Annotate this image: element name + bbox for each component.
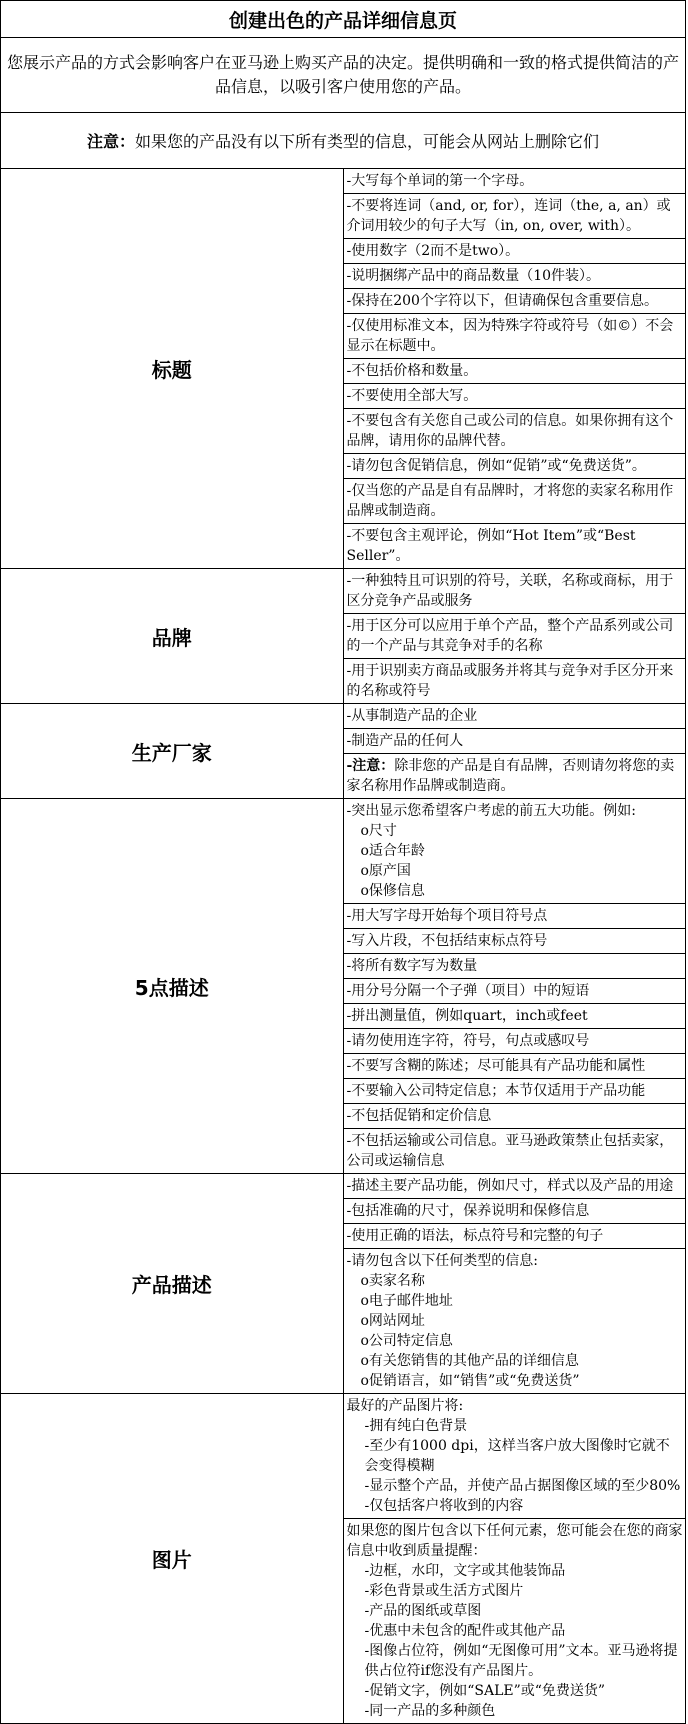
list-item: [344, 524, 686, 568]
note-text: 如果您的产品没有以下所有类型的信息，可能会从网站上删除它们: [135, 132, 600, 151]
item-text: -不包括运输或公司信息。亚马逊政策禁止包括卖家，公司或运输信息: [346, 1133, 674, 1169]
list-item: [344, 904, 686, 929]
section-bullet-points: [1, 799, 686, 1174]
item-text: -不要包含有关您自己或公司的信息。如果你拥有这个品牌，请用你的品牌代替。: [346, 413, 674, 449]
list-item: [344, 384, 686, 409]
note-row: [1, 113, 686, 169]
sub-item: o公司特定信息: [360, 1333, 453, 1349]
sub-item: -边框，水印，文字或其他装饰品: [364, 1563, 566, 1579]
item-text: -请勿使用连字符，符号，句点或感叹号: [346, 1033, 590, 1049]
list-item: [344, 194, 686, 239]
list-item: [344, 1174, 686, 1199]
list-item: [344, 979, 686, 1004]
item-text: -包括准确的尺寸，保养说明和保修信息: [346, 1203, 590, 1219]
list-item: [344, 1199, 686, 1224]
list-item: [344, 1519, 686, 1723]
sub-item: -促销文字，例如“SALE”或“免费送货”: [364, 1683, 606, 1699]
list-item: [344, 454, 686, 479]
sub-item: -显示整个产品，并使产品占据图像区域的至少80%: [364, 1478, 681, 1494]
item-text: -使用数字（2而不是two）。: [346, 243, 520, 259]
note-label: 注意：: [86, 132, 135, 151]
item-text: -突出显示您希望客户考虑的前五大功能。例如:: [346, 803, 636, 819]
item-text: -写入片段，不包括结束标点符号: [346, 933, 548, 949]
item-text: -从事制造产品的企业: [346, 708, 478, 724]
section-label: 生产厂家: [1, 704, 344, 799]
list-item: [344, 289, 686, 314]
list-item: [344, 729, 686, 754]
item-text: -用大写字母开始每个项目符号点: [346, 908, 548, 924]
note-cell: [1, 113, 686, 169]
list-item: [344, 1029, 686, 1054]
list-item: [344, 1129, 686, 1173]
list-item: [344, 754, 686, 798]
item-text: -不要输入公司特定信息；本节仅适用于产品功能: [346, 1083, 646, 1099]
sub-item: o促销语言，如“销售”或“免费送货”: [360, 1373, 580, 1389]
sub-item: -仅包括客户将收到的内容: [364, 1498, 524, 1514]
item-text: -用于区分可以应用于单个产品，整个产品系列或公司的一个产品与其竞争对手的名称: [346, 618, 674, 654]
list-item: [344, 479, 686, 524]
section-content: [343, 1174, 686, 1394]
sub-item: o保修信息: [360, 883, 425, 899]
item-text: -用分号分隔一个子弹（项目）中的短语: [346, 983, 590, 999]
list-item: [344, 1249, 686, 1393]
list-item: [344, 1054, 686, 1079]
section-content: [343, 704, 686, 799]
list-item: [344, 1394, 686, 1519]
list-item: [344, 169, 686, 194]
sub-item: -产品的图纸或草图: [364, 1603, 482, 1619]
sub-item: o原产国: [360, 863, 411, 879]
title-row: [1, 1, 686, 38]
sub-item: -彩色背景或生活方式图片: [364, 1583, 524, 1599]
sub-item: -优惠中未包含的配件或其他产品: [364, 1623, 566, 1639]
sub-item: -至少有1000 dpi，这样当客户放大图像时它就不会变得模糊: [364, 1438, 670, 1474]
list-item: [344, 569, 686, 614]
item-text: -制造产品的任何人: [346, 733, 464, 749]
item-text: -请勿包含以下任何类型的信息:: [346, 1253, 538, 1269]
list-item: [344, 314, 686, 359]
item-text: -描述主要产品功能，例如尺寸，样式以及产品的用途: [346, 1178, 674, 1194]
section-label: 品牌: [1, 569, 344, 704]
section-brand: [1, 569, 686, 704]
item-text: -大写每个单词的第一个字母。: [346, 173, 534, 189]
list-item: [344, 929, 686, 954]
section-manufacturer: [1, 704, 686, 799]
sub-item: -图像占位符，例如“无图像可用”文本。亚马逊将提供占位符if您没有产品图片。: [364, 1643, 678, 1679]
section-content: [343, 1394, 686, 1724]
sub-item: -拥有纯白色背景: [364, 1418, 468, 1434]
item-text: -说明捆绑产品中的商品数量（10件装）。: [346, 268, 601, 284]
section-content: [343, 569, 686, 704]
list-item: [344, 659, 686, 703]
intro-text: 您展示产品的方式会影响客户在亚马逊上购买产品的决定。提供明确和一致的格式提供简洁的产品信息，以吸引客户使用您的产品。: [1, 38, 686, 113]
item-text: 最好的产品图片将:: [346, 1398, 464, 1414]
section-description: [1, 1174, 686, 1394]
list-item: [344, 1104, 686, 1129]
item-text: -用于识别卖方商品或服务并将其与竞争对手区分开来的名称或符号: [346, 663, 674, 699]
item-text: -请勿包含促销信息，例如“促销”或“免费送货”。: [346, 458, 646, 474]
item-text: -将所有数字写为数量: [346, 958, 478, 974]
section-label: 图片: [1, 1394, 344, 1724]
list-item: [344, 704, 686, 729]
list-item: [344, 239, 686, 264]
section-images: [1, 1394, 686, 1724]
sub-item: o卖家名称: [360, 1273, 425, 1289]
item-text: -不包括促销和定价信息: [346, 1108, 492, 1124]
item-text: -不包括价格和数量。: [346, 363, 478, 379]
item-bold-label: -注意：: [346, 758, 395, 774]
intro-row: [1, 38, 686, 113]
list-item: [344, 799, 686, 904]
section-content: [343, 169, 686, 569]
sub-item: o有关您销售的其他产品的详细信息: [360, 1353, 579, 1369]
list-item: [344, 359, 686, 384]
item-text: -不要写含糊的陈述；尽可能具有产品功能和属性: [346, 1058, 646, 1074]
list-item: [344, 264, 686, 289]
item-text: -使用正确的语法，标点符号和完整的句子: [346, 1228, 604, 1244]
list-item: [344, 1004, 686, 1029]
section-content: [343, 799, 686, 1174]
item-text: -一种独特且可识别的符号，关联，名称或商标，用于区分竞争产品或服务: [346, 573, 674, 609]
sub-item: o适合年龄: [360, 843, 425, 859]
section-label: 5点描述: [1, 799, 344, 1174]
list-item: [344, 614, 686, 659]
section-label: 产品描述: [1, 1174, 344, 1394]
item-text: -仅使用标准文本，因为特殊字符或符号（如©）不会显示在标题中。: [346, 318, 674, 354]
sub-item: o电子邮件地址: [360, 1293, 453, 1309]
sub-item: o尺寸: [360, 823, 397, 839]
item-text: -不要包含主观评论，例如“Hot Item”或“Best Seller”。: [346, 528, 636, 564]
item-text: -不要将连词（and, or, for），连词（the, a, an）或介词用较少的句子大写（in, on, over, with）。: [346, 198, 671, 234]
section-title: [1, 169, 686, 569]
page-title: 创建出色的产品详细信息页: [1, 1, 686, 38]
list-item: [344, 409, 686, 454]
sub-item: o网站网址: [360, 1313, 425, 1329]
section-label: 标题: [1, 169, 344, 569]
item-text: -不要使用全部大写。: [346, 388, 478, 404]
list-item: [344, 1079, 686, 1104]
list-item: [344, 1224, 686, 1249]
item-text: -保持在200个字符以下，但请确保包含重要信息。: [346, 293, 658, 309]
item-text: -仅当您的产品是自有品牌时，才将您的卖家名称用作品牌或制造商。: [346, 483, 674, 519]
sub-item: -同一产品的多种颜色: [364, 1703, 496, 1719]
item-text: 如果您的图片包含以下任何元素，您可能会在您的商家信息中收到质量提醒：: [346, 1523, 683, 1559]
item-text: -拼出测量值，例如quart，inch或feet: [346, 1008, 588, 1024]
item-text: -注意：除非您的产品是自有品牌，否则请勿将您的卖家名称用作品牌或制造商。: [346, 758, 675, 794]
list-item: [344, 954, 686, 979]
